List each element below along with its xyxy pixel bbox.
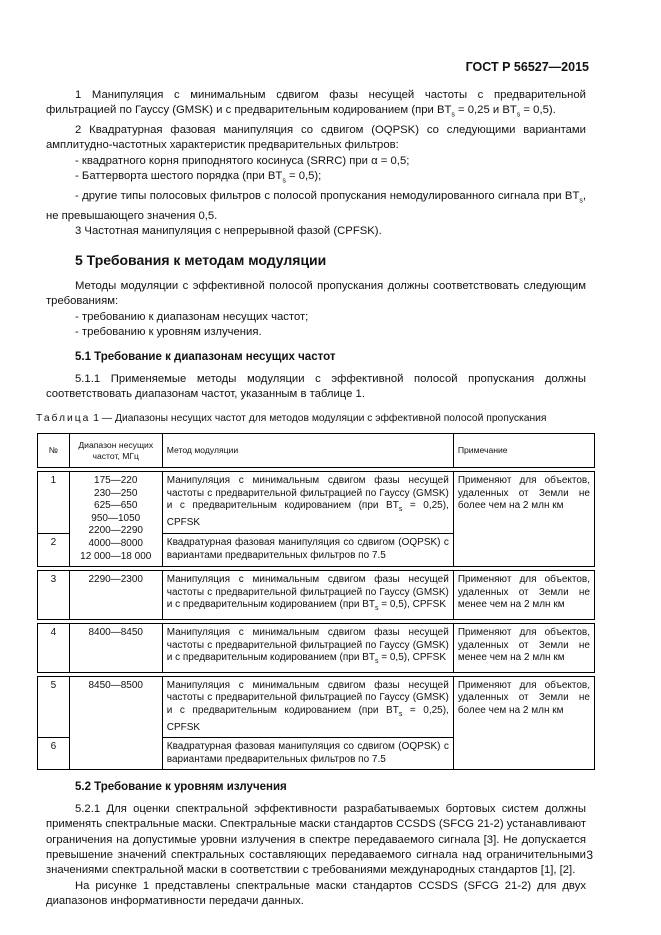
- row-number: 3: [38, 571, 70, 620]
- method-cell: Манипуляция с минимальным сдвигом фазы несущей частоты с предварительной фильтрацией по Гауссу (GMSK) и с предварительным кодированием (при $BT_s = 0,25$), CPFSK: [162, 472, 453, 534]
- header-note: Примечание: [453, 434, 594, 468]
- section-5-bullet-1: - требованию к диапазонам несущих частот;: [75, 310, 309, 323]
- intro-item-3: 3 Частотная манипуляция с непрерывной фазой (CPFSK).: [75, 225, 382, 237]
- table-header-row: [38, 434, 595, 468]
- table-row: [38, 624, 595, 673]
- document-header: ГОСТ Р 56527—2015: [465, 60, 589, 74]
- note-cell: Применяют для объектов, удаленных от Земли не более чем на 2 млн км: [453, 472, 594, 567]
- carrier-frequency-table: [37, 433, 595, 770]
- header-method: Метод модуляции: [162, 434, 453, 468]
- page-content: [36, 88, 590, 910]
- band-cell: 175—220 230—250 625—650 950—1050 2200—2290 4000—8000 12 000—18 000: [69, 472, 162, 567]
- section-5-1-paragraph: 5.1.1 Применяемые методы модуляции с эффективной полосой пропускания должны соответствовать диапазонам частот, указанным в таблице 1.: [46, 372, 586, 401]
- page-number: 3: [586, 848, 593, 862]
- intro-bullet-1: - квадратного корня приподнятого косинуса (SRRC) при α = 0,5;: [75, 154, 410, 167]
- note-cell: Применяют для объектов, удаленных от Земли не менее чем на 2 млн км: [453, 571, 594, 620]
- intro-bullet-2: - Баттерворта шестого порядка (при $BT_s = 0,5$);: [75, 170, 322, 185]
- band-cell: 2290—2300: [69, 571, 162, 620]
- method-cell: Манипуляция с минимальным сдвигом фазы несущей частоты с предварительной фильтрацией по Гауссу (GMSK) и с предварительным кодированием (при $BT_s = 0,5$), CPFSK: [162, 624, 453, 673]
- band-cell: 8400—8450: [69, 624, 162, 673]
- table-caption: Таблица 1 — Диапазоны несущих частот для методов модуляции с эффективной полосой пропускания: [36, 412, 547, 424]
- method-cell: Квадратурная фазовая манипуляция со сдвигом (OQPSK) с вариантами предварительных фильтров по 7.5: [162, 534, 453, 567]
- table-row: [38, 676, 595, 737]
- intro-item-2: 2 Квадратурная фазовая манипуляция со сдвигом (OQPSK) со следующими вариантами амплитудно-частотных характеристик предварительных фильтров:: [46, 124, 586, 152]
- note-cell: Применяют для объектов, удаленных от Земли не менее чем на 2 млн км: [453, 624, 594, 673]
- section-5-2-paragraph-2: На рисунке 1 представлены спектральные маски стандартов CCSDS (SFCG 21-2) для двух диапазонов информативности передачи данных.: [46, 879, 586, 908]
- section-5-title: 5 Требования к методам модуляции: [75, 252, 327, 269]
- table-row: [38, 472, 595, 534]
- row-number: 5: [38, 676, 70, 737]
- row-number: 4: [38, 624, 70, 673]
- method-cell: Манипуляция с минимальным сдвигом фазы несущей частоты с предварительной фильтрацией по Гауссу (GMSK) и с предварительным кодированием (при $BT_s = 0,5$), CPFSK: [162, 571, 453, 620]
- header-band: Диапазон несущих частот, МГц: [69, 434, 162, 468]
- note-cell: Применяют для объектов, удаленных от Земли не более чем на 2 млн км: [453, 676, 594, 770]
- section-5-1-title: 5.1 Требование к диапазонам несущих частот: [75, 351, 336, 364]
- band-cell: 8450—8500: [69, 676, 162, 770]
- method-cell: Квадратурная фазовая манипуляция со сдвигом (OQPSK) с вариантами предварительных фильтров по 7.5: [162, 738, 453, 770]
- section-5-2-title: 5.2 Требование к уровням излучения: [75, 781, 287, 794]
- header-number: №: [38, 434, 70, 468]
- table-row: [38, 571, 595, 620]
- intro-bullet-3: - другие типы полосовых фильтров с полосой пропускания немодулированного сигнала при $BT_s$, не превышающего значения 0,5.: [46, 189, 586, 222]
- row-number: 6: [38, 738, 70, 770]
- row-number: 2: [38, 534, 70, 567]
- section-5-paragraph: Методы модуляции с эффективной полосой пропускания должны соответствовать следующим требованиям:: [46, 279, 586, 308]
- section-5-2-paragraph-1: 5.2.1 Для оценки спектральной эффективности разрабатываемых бортовых систем должны применять спектральные маски. Спектральные маски стандартов CCSDS (SFCG 21-2) устанавливают ограничения на допустимые уровни излучения в спектре передаваемого сигнала [3]. Не допускается превышение значений спектральных составляющих передаваемого сигнала над ограничительными значениями спектральной маски в соответствии с требованиями международных стандартов [1], [2].: [46, 802, 586, 877]
- row-number: 1: [38, 472, 70, 534]
- section-5-bullet-2: - требованию к уровням излучения.: [75, 326, 262, 339]
- intro-item-1: 1 Манипуляция с минимальным сдвигом фазы несущей частоты с предварительной фильтрацией по Гауссу (GMSK) и с предварительным кодированием (при $BT_s = 0,25$ и $BT_s = 0,5$).: [46, 89, 586, 119]
- method-cell: Манипуляция с минимальным сдвигом фазы несущей частоты с предварительной фильтрацией по Гауссу (GMSK) и с предварительным кодированием (при $BT_s = 0,25$), CPFSK: [162, 676, 453, 737]
